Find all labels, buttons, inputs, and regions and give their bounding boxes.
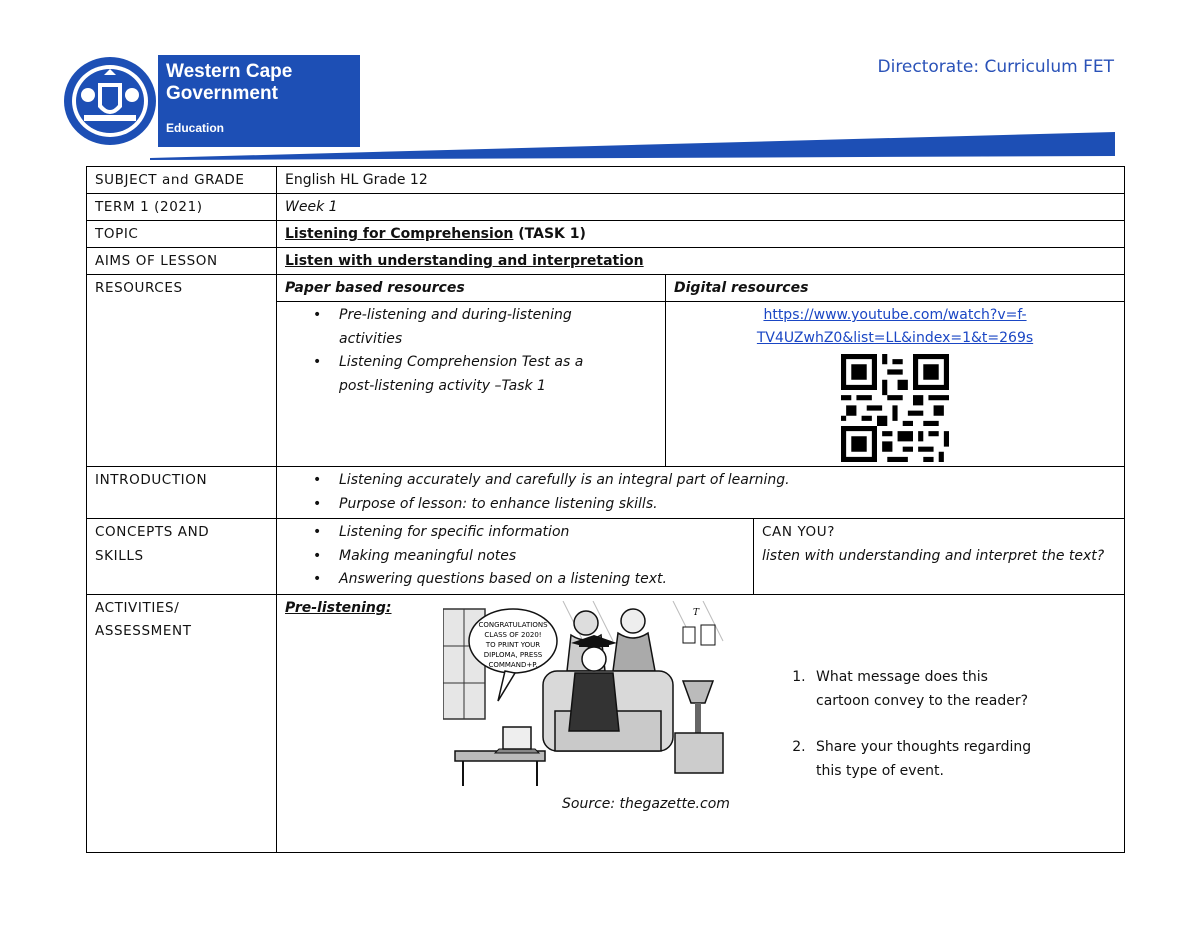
list-item: • Purpose of lesson: to enhance listening skills.: [339, 493, 1116, 517]
subject-label: SUBJECT and GRADE: [87, 167, 277, 194]
can-you-heading: CAN YOU?: [762, 524, 836, 540]
youtube-link[interactable]: https://www.youtube.com/watch?v=f- TV4UZwhZ0&list=LL&index=1&t=269s: [756, 307, 1034, 346]
table-row: [87, 594, 1125, 852]
aims-label: AIMS OF LESSON: [87, 248, 277, 275]
digital-resources-heading: Digital resources: [666, 275, 1125, 302]
table-row: [87, 275, 1125, 302]
list-item: • Listening accurately and carefully is an integral part of learning.: [339, 469, 1116, 493]
lesson-plan-table: [86, 166, 1125, 853]
svg-text:T: T: [693, 607, 700, 618]
paper-resources-list: [285, 304, 609, 398]
table-row: [87, 519, 1125, 595]
activities-cell: [277, 594, 1125, 852]
list-item: 2. Share your thoughts regarding this type of event.: [810, 735, 1040, 783]
introduction-cell: [277, 467, 1125, 519]
list-item: 1. What message does this cartoon convey to the reader?: [810, 665, 1040, 713]
svg-text:DIPLOMA, PRESS: DIPLOMA, PRESS: [483, 650, 543, 659]
list-item: • Pre-listening and during-listening activities: [339, 304, 609, 351]
concepts-list: [285, 521, 745, 592]
subject-value: English HL Grade 12: [277, 167, 1125, 194]
list-item: • Listening Comprehension Test as a post-listening activity –Task 1: [339, 351, 609, 398]
resources-label: RESOURCES: [87, 275, 277, 467]
term-label: TERM 1 (2021): [87, 194, 277, 221]
questions-list: [782, 665, 1040, 783]
qr-code-icon: [841, 354, 949, 462]
logo-title: Western Cape Government: [166, 61, 293, 104]
directorate-title: Directorate: Curriculum FET: [877, 57, 1114, 77]
topic-label: TOPIC: [87, 221, 277, 248]
paper-resources-cell: [277, 302, 666, 467]
graduation-cartoon-image: [443, 601, 728, 791]
svg-text:CONGRATULATIONS: CONGRATULATIONS: [478, 620, 548, 629]
term-value: Week 1: [277, 194, 1125, 221]
header-swoosh: [150, 130, 1115, 160]
coat-of-arms-icon: [62, 55, 158, 147]
svg-text:CLASS OF 2020!: CLASS OF 2020!: [484, 630, 542, 639]
paper-resources-heading: Paper based resources: [277, 275, 666, 302]
introduction-list: [285, 469, 1116, 516]
table-row: [87, 167, 1125, 194]
logo-subtitle: Education: [166, 121, 225, 135]
list-item: • Making meaningful notes: [339, 545, 745, 569]
table-row: [87, 221, 1125, 248]
aims-value: Listen with understanding and interpretation: [277, 248, 1125, 275]
concepts-cell: [277, 519, 754, 595]
digital-resources-cell: [666, 302, 1125, 467]
can-you-text: listen with understanding and interpret the text?: [762, 547, 1105, 564]
table-row: [87, 467, 1125, 519]
topic-value: Listening for Comprehension (TASK 1): [277, 221, 1125, 248]
svg-text:COMMAND+P.: COMMAND+P.: [488, 660, 538, 669]
introduction-label: INTRODUCTION: [87, 467, 277, 519]
concepts-label: CONCEPTS AND SKILLS: [87, 519, 277, 595]
table-row: [87, 248, 1125, 275]
pre-listening-heading: Pre-listening:: [285, 599, 392, 616]
list-item: • Answering questions based on a listening text.: [339, 568, 745, 592]
table-row: [87, 194, 1125, 221]
cartoon-source: Source: thegazette.com: [562, 795, 730, 812]
can-you-cell: [754, 519, 1125, 595]
list-item: • Listening for specific information: [339, 521, 745, 545]
svg-text:TO PRINT YOUR: TO PRINT YOUR: [485, 640, 541, 649]
activities-label: ACTIVITIES/ ASSESSMENT: [87, 594, 277, 852]
